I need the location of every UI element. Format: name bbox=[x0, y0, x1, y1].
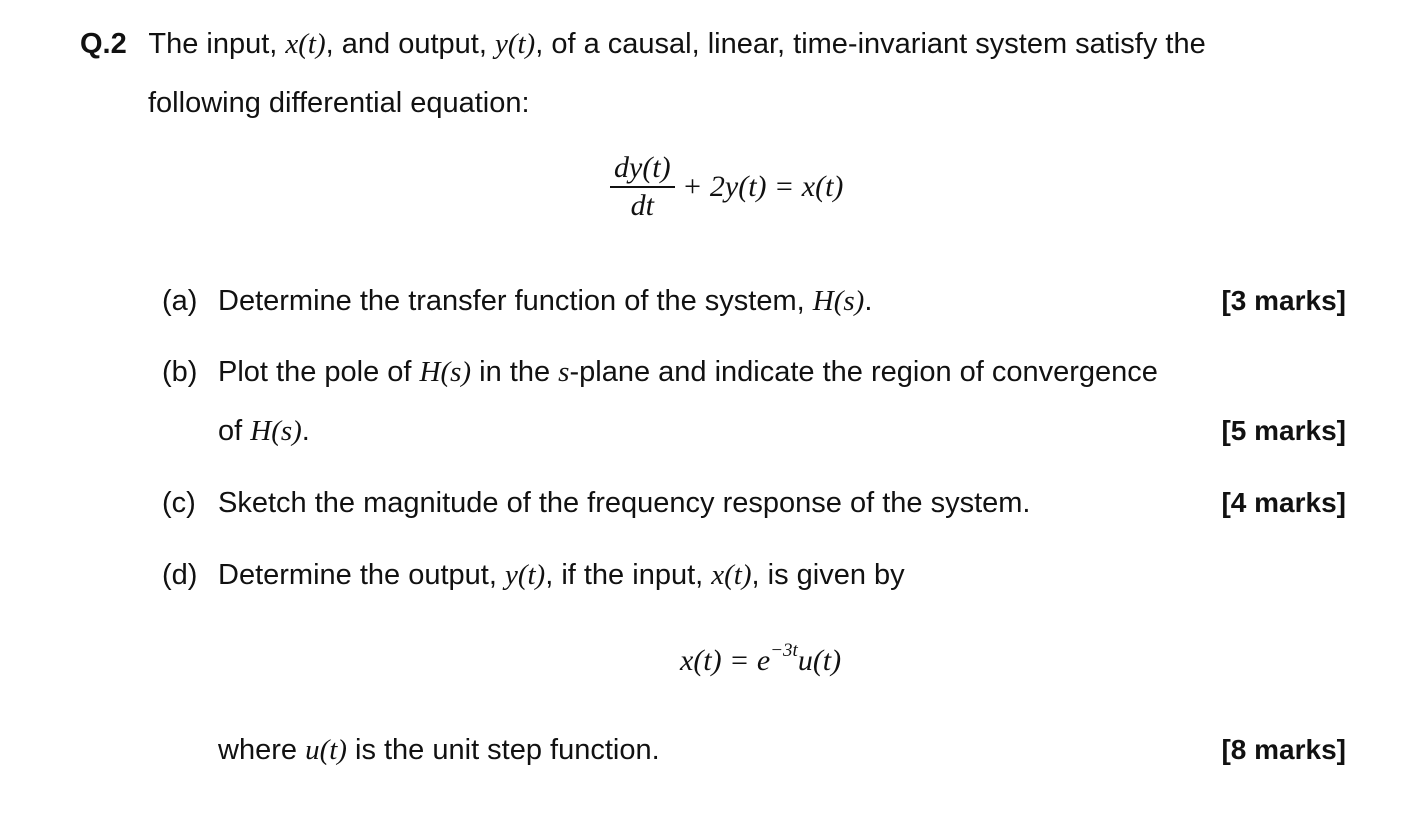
part-b-marks: [5 marks] bbox=[1221, 415, 1346, 446]
part-d-label: (d) bbox=[162, 559, 198, 591]
fraction-denominator: dt bbox=[630, 189, 654, 222]
part-c-text: Sketch the magnitude of the frequency response of the system. bbox=[218, 487, 1031, 519]
part-a-label: (a) bbox=[162, 285, 198, 317]
part-b-label: (b) bbox=[162, 356, 198, 388]
math-x-t: x(t) bbox=[711, 559, 752, 591]
math-h-s: H(s) bbox=[250, 415, 302, 447]
differential-equation bbox=[610, 150, 843, 224]
math-u-t: u(t) bbox=[305, 734, 347, 766]
math-h-s: H(s) bbox=[812, 285, 865, 317]
equation-exponent: −3t bbox=[770, 640, 798, 661]
equation-rhs: u(t) bbox=[797, 644, 842, 677]
math-h-s: H(s) bbox=[419, 356, 472, 388]
derivative-fraction bbox=[610, 150, 675, 224]
part-c-label: (c) bbox=[162, 487, 196, 519]
part-a-text: Determine the transfer function of the system, H(s). bbox=[218, 285, 873, 317]
math-y-t: y(t) bbox=[494, 28, 536, 60]
fraction-numerator: dy(t) bbox=[610, 150, 675, 188]
question-line-1 bbox=[80, 26, 1206, 62]
question-line-2: following differential equation: bbox=[148, 87, 530, 119]
input-equation bbox=[680, 640, 842, 678]
part-d-text-line-2: where u(t) is the unit step function. bbox=[218, 734, 660, 766]
question-text: , of a causal, linear, time-invariant system satisfy the bbox=[535, 28, 1206, 60]
part-a-marks: [3 marks] bbox=[1221, 285, 1346, 316]
equation-rest: + 2y(t) = x(t) bbox=[682, 170, 844, 203]
question-text: The input, bbox=[148, 28, 278, 60]
equation-lhs: x(t) = e bbox=[680, 644, 771, 677]
part-c-marks: [4 marks] bbox=[1221, 487, 1346, 518]
question-text: , and output, bbox=[325, 28, 487, 60]
part-b-text-line-2: of H(s). bbox=[218, 415, 310, 447]
math-s: s bbox=[558, 356, 570, 388]
math-y-t: y(t) bbox=[504, 559, 546, 591]
math-x-t: x(t) bbox=[285, 28, 326, 60]
part-d-text: Determine the output, y(t), if the input, x(t), is given by bbox=[218, 559, 905, 591]
part-b-text: Plot the pole of H(s) in the s-plane and indicate the region of convergence bbox=[218, 356, 1158, 388]
part-d-marks: [8 marks] bbox=[1221, 734, 1346, 765]
question-number: Q.2 bbox=[80, 28, 127, 60]
